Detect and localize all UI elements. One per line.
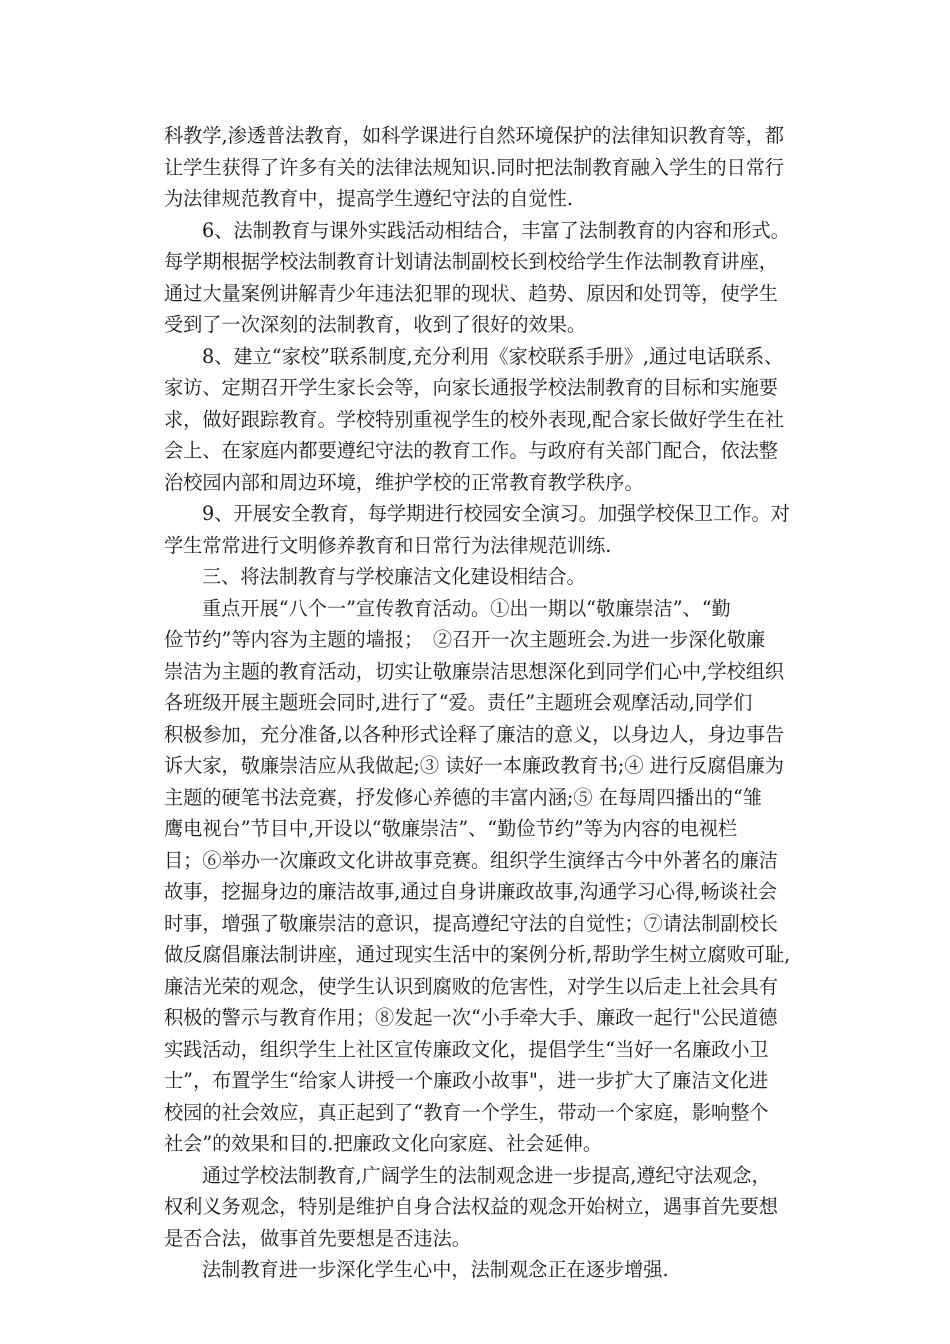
text-line: 故事，挖掘身边的廉洁故事,通过自身讲廉政故事,沟通学习心得,畅谈社会 [164, 880, 778, 903]
text-line: 时事，增强了敬廉崇洁的意识，提高遵纪守法的自觉性；⑦请法制副校长 [164, 911, 778, 935]
text-line: 各班级开展主题班会同时,进行了“爱。责任”主题班会观摩活动,同学们 [164, 691, 753, 714]
text-line: 受到了一次深刻的法制教育，收到了很好的效果。 [164, 313, 587, 336]
text-line: 实践活动，组织学生上社区宣传廉政文化，提倡学生“当好一名廉政小卫 [164, 1037, 769, 1061]
text-line: 诉大家，敬廉崇洁应从我做起;③ 读好一本廉政教育书;④ 进行反腐倡廉为 [164, 754, 784, 777]
text-line: 社会”的效果和目的.把廉政文化向家庭、社会延伸。 [164, 1132, 603, 1155]
section-heading: 三、将法制教育与学校廉洁文化建设相结合。 [202, 565, 586, 588]
paragraph-start-line: 重点开展“八个一”宣传教育活动。①出一期以“敬廉崇洁”、“勤 [202, 596, 731, 620]
text-line: 通过大量案例讲解青少年违法犯罪的现状、趋势、原因和处罚等，使学生 [164, 281, 778, 305]
text-line: 权利义务观念，特别是维护自身合法权益的观念开始树立，遇事首先要想 [164, 1195, 778, 1218]
text-line: 科教学,渗透普法教育，如科学课进行自然环境保护的法律知识教育等，都 [164, 124, 785, 147]
text-line: 俭节约”等内容为主题的墙报； ②召开一次主题班会.为进一步深化敬廉 [164, 628, 766, 651]
text-line: 积极的警示与教育作用；⑧发起一次“小手牵大手、廉政一起行"公民道德 [164, 1006, 778, 1029]
text-line: 学生常常进行文明修养教育和日常行为法律规范训练. [164, 533, 612, 557]
text-line: 治校园内部和周边环境，维护学校的正常教育教学秩序。 [164, 470, 644, 494]
text-line: 会上、在家庭内都要遵纪守法的教育工作。与政府有关部门配合，依法整 [164, 439, 778, 462]
text-line: 做反腐倡廉法制讲座，通过现实生活中的案例分析,帮助学生树立腐败可耻, [164, 943, 791, 966]
text-line: 廉洁光荣的观念，使学生认识到腐败的危害性，对学生以后走上社会具有 [164, 974, 778, 998]
text-line: 校园的社会效应，真正起到了“教育一个学生，带动一个家庭，影响整个 [164, 1100, 769, 1124]
text-line: 每学期根据学校法制教育计划请法制副校长到校给学生作法制教育讲座， [164, 250, 778, 273]
text-line: 崇洁为主题的教育活动，切实让敬廉崇洁思想深化到同学们心中,学校组织 [164, 659, 785, 683]
text-line: 为法律规范教育中，提高学生遵纪守法的自觉性. [164, 187, 574, 210]
text-line: 积极参加，充分准备,以各种形式诠释了廉洁的意义，以身边人，身边事告 [164, 722, 785, 746]
paragraph-start-line: 8、建立“家校”联系制度,充分利用《家校联系手册》,通过电话联系、 [202, 344, 784, 368]
text-line: 是否合法，做事首先要想是否违法。 [164, 1226, 471, 1250]
text-line: 让学生获得了许多有关的法律法规知识.同时把法制教育融入学生的日常行 [164, 155, 785, 179]
paragraph-start-line: 法制教育进一步深化学生心中，法制观念正在逐步增强. [202, 1258, 669, 1281]
text-line: 求，做好跟踪教育。学校特别重视学生的校外表现,配合家长做好学生在社 [164, 407, 785, 431]
paragraph-start-line: 6、法制教育与课外实践活动相结合，丰富了法制教育的内容和形式。 [202, 218, 790, 242]
text-line: 主题的硬笔书法竞赛，抒发修心养德的丰富内涵;⑤ 在每周四播出的“雏 [164, 785, 762, 809]
text-line: 士”，布置学生“给家人讲授一个廉政小故事"，进一步扩大了廉洁文化进 [164, 1069, 769, 1092]
paragraph-start-line: 9、开展安全教育，每学期进行校园安全演习。加强学校保卫工作。对 [202, 502, 790, 525]
text-line: 鹰电视台”节目中,开设以“敬廉崇洁”、“勤俭节约”等为内容的电视栏 [164, 817, 738, 840]
text-line: 家访、定期召开学生家长会等，向家长通报学校法制教育的目标和实施要 [164, 376, 778, 399]
document-body [164, 120, 804, 1286]
text-line: 目；⑥举办一次廉政文化讲故事竞赛。组织学生演绎古今中外著名的廉洁 [164, 848, 778, 872]
paragraph-start-line: 通过学校法制教育,广阔学生的法制观念进一步提高,遵纪守法观念， [202, 1163, 771, 1187]
